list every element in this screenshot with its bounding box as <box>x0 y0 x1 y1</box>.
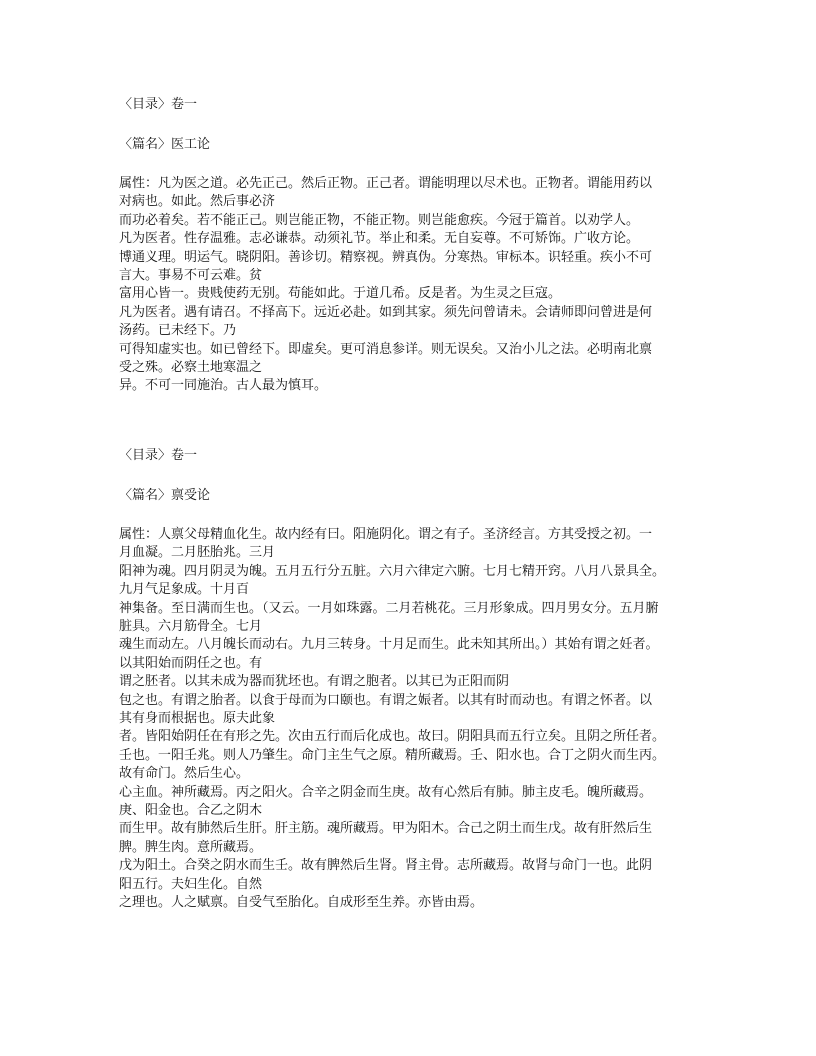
text-line: 而生甲。故有肺然后生肝。肝主筋。魂所藏焉。甲为阳木。合己之阴土而生戊。故有肝然后生 <box>119 821 653 837</box>
text-line: 脾。脾生肉。意所藏焉。 <box>119 839 263 855</box>
text-line: 其有身而根据也。原夫此象 <box>119 710 276 726</box>
text-line: 阳五行。夫妇生化。自然 <box>119 876 263 892</box>
text-line: 言大。事易不可云难。贫 <box>119 268 263 284</box>
text-line: 故有命门。然后生心。 <box>119 766 250 782</box>
text-line: 戊为阳土。合癸之阴水而生壬。故有脾然后生肾。肾主骨。志所藏焉。故肾与命门一也。此阴 <box>119 858 653 874</box>
text-line: 属性：人禀父母精血化生。故内经有曰。阳施阴化。谓之有子。圣济经言。方其受授之初。一 <box>119 526 653 542</box>
text-line: 神集备。至日满而生也。（又云。一月如珠露。二月若桃花。三月形象成。四月男女分。五月腑 <box>119 600 659 616</box>
document-page <box>119 95 699 912</box>
text-line: 九月气足象成。十月百 <box>119 582 250 598</box>
text-line: 之理也。人之赋禀。自受气至胎化。自成形至生养。亦皆由焉。 <box>119 895 484 910</box>
text-line: 魂生而动左。八月魄长而动右。九月三转身。十月足而生。此未知其所出。）其始有谓之妊者。 <box>119 637 659 653</box>
text-line: 博通义理。明运气。晓阴阳。善诊切。精察视。辨真伪。分寒热。审标本。识轻重。疾小不可 <box>119 249 653 265</box>
text-line: 凡为医者。遇有请召。不择高下。远近必赴。如到其家。须先问曾请未。会请师即问曾进是何 <box>119 304 653 320</box>
section-bingshou-lun <box>119 446 699 913</box>
text-line: 富用心皆一。贵贱使药无别。苟能如此。于道几希。反是者。为生灵之巨寇。 <box>119 286 562 302</box>
section-body <box>119 175 699 396</box>
text-line: 以其阳始而阴任之也。有 <box>119 655 263 671</box>
text-line: 属性：凡为医之道。必先正己。然后正物。正己者。谓能明理以尽术也。正物者。谓能用药以 <box>119 176 653 191</box>
text-line: 心主血。神所藏焉。丙之阳火。合辛之阴金而生庚。故有心然后有肺。肺主皮毛。魄所藏焉。 <box>119 784 653 800</box>
text-line: 而功必着矣。若不能正己。则岂能正物，不能正物。则岂能愈疾。今冠于篇首。以劝学人。 <box>119 212 640 228</box>
chapter-heading: 〈篇名〉禀受论 <box>119 487 211 503</box>
text-line: 月血凝。二月胚胎兆。三月 <box>119 545 276 561</box>
text-line: 异。不可一同施治。古人最为慎耳。 <box>119 378 328 394</box>
text-line: 可得知虚实也。如已曾经下。即虚矣。更可消息参详。则无误矣。又治小儿之法。必明南北禀 <box>119 341 653 357</box>
catalog-heading: 〈目录〉卷一 <box>119 447 198 463</box>
text-line: 凡为医者。性存温雅。志必谦恭。动须礼节。举止和柔。无自妄尊。不可矫饰。广收方论。 <box>119 231 640 247</box>
chapter-heading: 〈篇名〉医工论 <box>119 137 211 152</box>
text-line: 壬也。一阳壬兆。则人乃肇生。命门主生气之原。精所藏焉。壬、阳水也。合丁之阴火而生丙。 <box>119 747 666 763</box>
text-line: 受之殊。必察土地寒温之 <box>119 360 263 376</box>
text-line: 庚、阳金也。合乙之阴木 <box>119 802 263 818</box>
section-yigong-lun <box>119 95 699 396</box>
catalog-heading: 〈目录〉卷一 <box>119 97 198 112</box>
section-body <box>119 526 699 913</box>
text-line: 包之也。有谓之胎者。以食于母而为口颐也。有谓之娠者。以其有时而动也。有谓之怀者。以 <box>119 692 653 708</box>
text-line: 汤药。已未经下。乃 <box>119 323 237 339</box>
text-line: 者。皆阳始阴任在有形之先。次由五行而后化成也。故曰。阴阳具而五行立矣。且阴之所任者。 <box>119 729 666 745</box>
text-line: 谓之胚者。以其未成为器而犹坯也。有谓之胞者。以其已为正阳而阴 <box>119 674 510 690</box>
text-line: 脏具。六月筋骨全。七月 <box>119 618 263 634</box>
text-line: 阳神为魂。四月阴灵为魄。五月五行分五脏。六月六律定六腑。七月七精开窍。八月八景具全。 <box>119 563 666 579</box>
text-line: 对病也。如此。然后事必济 <box>119 194 276 210</box>
